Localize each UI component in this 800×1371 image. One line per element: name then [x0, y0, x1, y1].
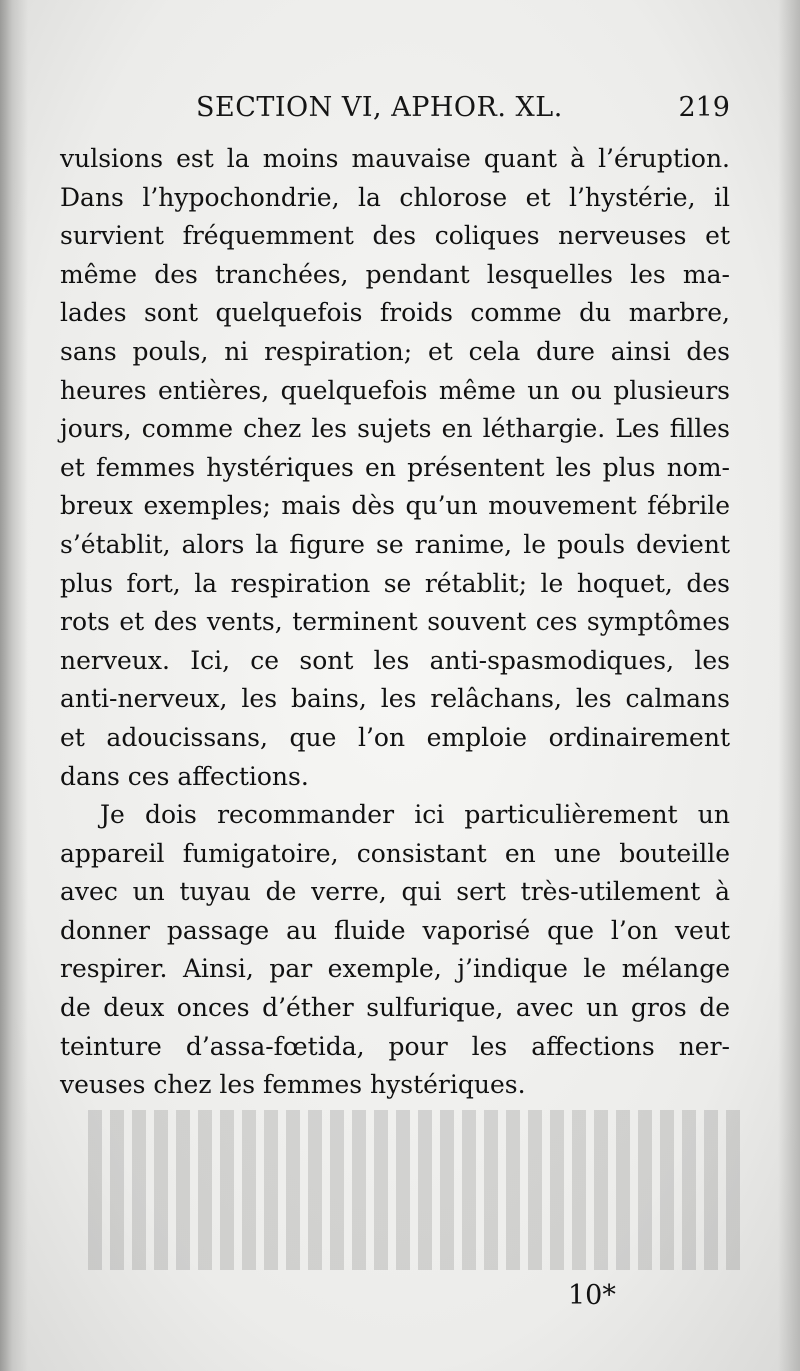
text-line: respirer. Ainsi, par exemple, j’indique le mélange	[60, 954, 730, 984]
text-line: heures entières, quelquefois même un ou plusieurs	[60, 375, 730, 405]
text-line: même des tranchées, pendant lesquelles les ma-	[60, 259, 730, 289]
text-line: vulsions est la moins mauvaise quant à l’éruption.	[60, 144, 730, 173]
text-line: donner passage au fluide vaporisé que l’on veut	[60, 915, 730, 945]
text-line: jours, comme chez les sujets en léthargie. Les filles	[60, 414, 730, 444]
signature-mark: 10*	[568, 1280, 616, 1311]
page-number: 219	[678, 92, 730, 123]
text-line: et femmes hystériques en présentent les plus nom-	[60, 452, 730, 482]
text-line: et adoucissans, que l’on emploie ordinairement	[60, 722, 730, 752]
page-header	[60, 92, 730, 134]
text-line: survient fréquemment des coliques nerveuses et	[60, 221, 730, 251]
paragraph-start-line: Je dois recommander ici particulièrement un	[100, 800, 730, 830]
text-line: anti-nerveux, les bains, les relâchans, les calmans	[60, 684, 730, 714]
text-line: lades sont quelquefois froids comme du marbre,	[60, 298, 730, 328]
text-line: breux exemples; mais dès qu’un mouvement fébrile	[60, 491, 730, 521]
show-through-texture	[80, 1110, 740, 1280]
text-line: rots et des vents, terminent souvent ces symptômes	[60, 607, 730, 637]
text-line: de deux onces d’éther sulfurique, avec un gros de	[60, 993, 730, 1023]
text-line: sans pouls, ni respiration; et cela dure ainsi des	[60, 336, 730, 366]
text-line: Dans l’hypochondrie, la chlorose et l’hystérie, il	[60, 182, 730, 212]
page-edge-shadow	[778, 0, 800, 1371]
text-line: plus fort, la respiration se rétablit; le hoquet, des	[60, 568, 730, 598]
page-gutter-shadow	[0, 0, 28, 1371]
text-line: s’établit, alors la figure se ranime, le pouls devient	[60, 529, 730, 559]
paragraph-end-line: veuses chez les femmes hystériques.	[60, 1070, 526, 1100]
text-line: nerveux. Ici, ce sont les anti-spasmodiques, les	[60, 645, 730, 675]
body-text	[60, 140, 730, 1105]
paragraph-end-line: dans ces affections.	[60, 761, 309, 791]
text-line: teinture d’assa-fœtida, pour les affections ner-	[60, 1031, 730, 1061]
text-line: appareil fumigatoire, consistant en une bouteille	[60, 838, 730, 868]
running-head: SECTION VI, APHOR. XL.	[196, 92, 563, 123]
text-line: avec un tuyau de verre, qui sert très-utilement à	[60, 877, 730, 907]
